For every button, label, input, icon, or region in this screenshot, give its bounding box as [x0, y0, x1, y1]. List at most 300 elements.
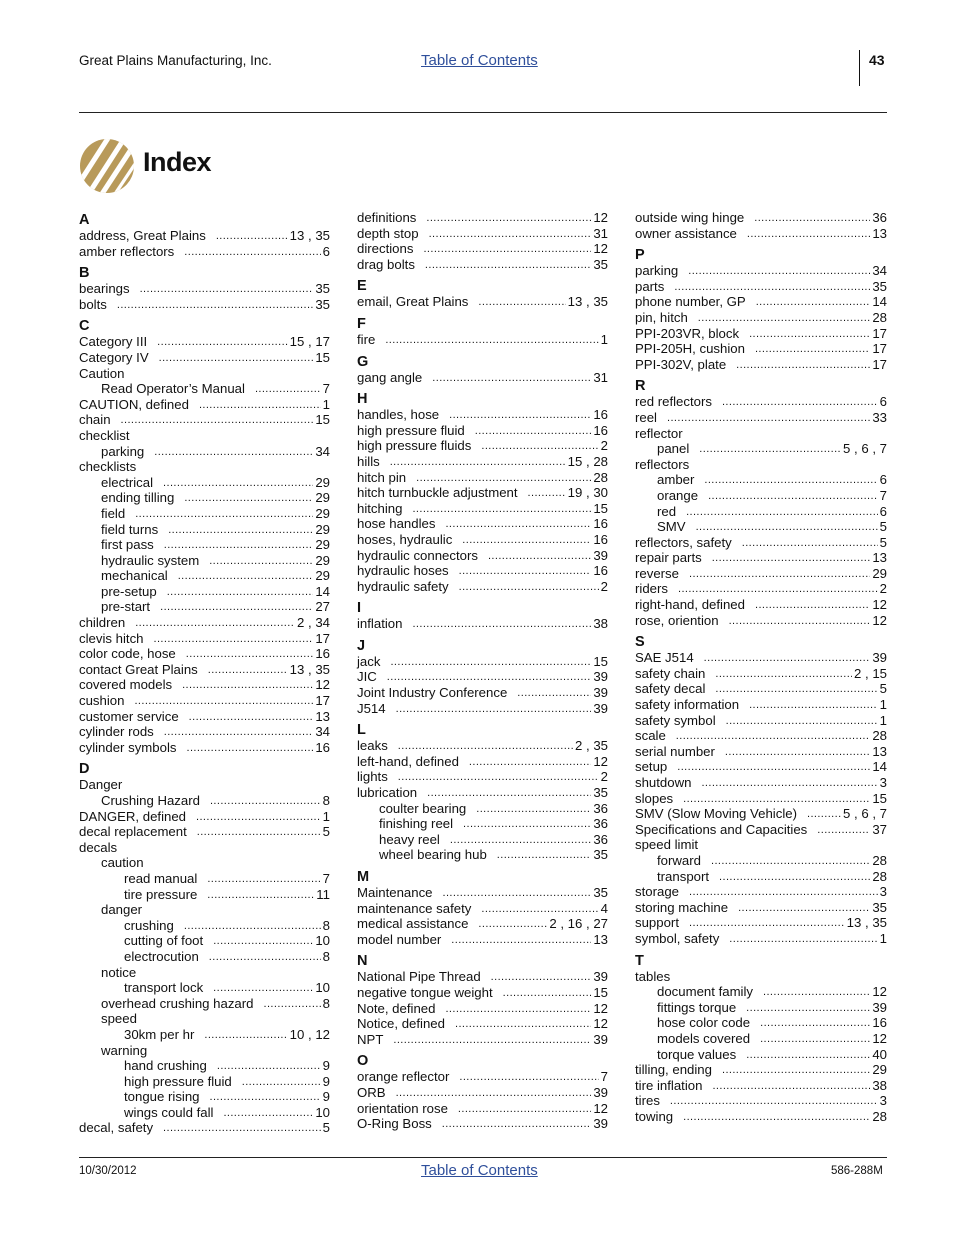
entry-term: hydraulic connectors [357, 547, 478, 563]
entry-page-ref[interactable]: 29 [315, 505, 330, 521]
index-entry[interactable] [357, 654, 608, 670]
index-entry[interactable] [635, 759, 887, 775]
index-entry[interactable] [79, 662, 330, 678]
index-entry[interactable] [635, 279, 887, 295]
index-entry[interactable] [79, 1074, 330, 1090]
index-entry[interactable] [79, 334, 330, 350]
entry-page-ref[interactable]: 7 [600, 1069, 608, 1085]
entry-page-ref[interactable]: 1 [322, 396, 330, 412]
entry-page-ref[interactable]: 6 [322, 243, 330, 259]
index-entry[interactable] [635, 931, 887, 947]
entry-page-ref[interactable]: 12 [872, 612, 887, 628]
index-entry[interactable] [635, 535, 887, 551]
index-entry[interactable] [635, 822, 887, 838]
index-entry[interactable] [635, 226, 887, 242]
index-entry[interactable] [79, 1089, 330, 1105]
entry-page-ref[interactable]: 28 [872, 1108, 887, 1124]
entry-page-ref[interactable]: 15 [315, 349, 330, 365]
entry-term: reel [635, 409, 657, 425]
index-entry[interactable] [635, 472, 887, 488]
index-entry[interactable] [357, 1101, 608, 1117]
entry-page-ref[interactable]: 1 [879, 712, 887, 728]
entry-page-ref[interactable]: 35 [593, 256, 608, 272]
entry-page-ref[interactable]: 36 [593, 831, 608, 847]
entry-page-ref[interactable]: 2 , 34 [297, 615, 330, 631]
index-entry[interactable] [79, 615, 330, 631]
entry-page-ref[interactable]: 39 [593, 700, 608, 716]
index-entry[interactable] [635, 519, 887, 535]
index-entry[interactable] [635, 441, 887, 457]
index-entry[interactable] [79, 793, 330, 809]
entry-page-ref[interactable]: 8 [322, 948, 330, 964]
entry-page-ref[interactable]: 36 [872, 210, 887, 225]
entry-page-ref[interactable]: 13 , 35 [289, 661, 330, 677]
entry-page-ref[interactable]: 29 [315, 537, 330, 553]
index-entry[interactable] [79, 568, 330, 584]
entry-page-ref[interactable]: 10 , 12 [289, 1026, 330, 1042]
index-entry[interactable] [635, 310, 887, 326]
index-entry[interactable] [79, 490, 330, 506]
entry-page-ref[interactable]: 29 [315, 490, 330, 506]
entry-page-ref[interactable]: 16 [872, 1015, 887, 1031]
index-entry[interactable] [635, 915, 887, 931]
entry-page-ref[interactable]: 16 [315, 646, 330, 662]
index-entry[interactable] [635, 294, 887, 310]
index-entry[interactable] [635, 504, 887, 520]
index-entry[interactable] [79, 537, 330, 553]
index-entry[interactable] [357, 257, 608, 273]
entry-term: Specifications and Capacities [635, 821, 808, 837]
entry-page-ref[interactable]: 15 [593, 500, 608, 516]
index-entry[interactable] [79, 584, 330, 600]
entry-page-ref[interactable]: 2 , 15 [854, 665, 887, 681]
dot-leader [475, 424, 592, 436]
index-entry[interactable] [635, 853, 887, 869]
index-entry[interactable] [79, 522, 330, 538]
entry-page-ref[interactable]: 28 [872, 852, 887, 868]
entry-page-ref[interactable]: 13 [315, 708, 330, 724]
entry-page-ref[interactable]: 29 [872, 1062, 887, 1078]
dot-leader [451, 933, 591, 945]
entry-page-ref[interactable]: 5 , 6 , 7 [843, 441, 887, 457]
entry-page-ref[interactable]: 36 [593, 816, 608, 832]
index-entry[interactable] [635, 681, 887, 697]
entry-page-ref[interactable]: 15 [593, 984, 608, 1000]
index-entry[interactable] [357, 226, 608, 242]
entry-page-ref[interactable]: 1 [600, 331, 608, 347]
entry-page-ref[interactable]: 9 [322, 1089, 330, 1105]
index-entry[interactable] [357, 332, 608, 348]
index-entry[interactable] [357, 785, 608, 801]
index-entry[interactable] [79, 1120, 330, 1136]
index-entry[interactable] [79, 228, 330, 244]
index-entry[interactable] [357, 916, 608, 932]
entry-page-ref[interactable]: 11 [316, 886, 330, 902]
index-entry[interactable] [357, 579, 608, 595]
entry-page-ref[interactable]: 34 [315, 443, 330, 459]
index-entry[interactable] [79, 824, 330, 840]
index-entry[interactable] [635, 650, 887, 666]
entry-page-ref[interactable]: 33 [872, 409, 887, 425]
dot-leader [184, 919, 321, 931]
entry-page-ref[interactable]: 4 [600, 900, 608, 916]
index-entry[interactable] [357, 532, 608, 548]
entry-page-ref[interactable]: 2 [600, 578, 608, 594]
index-entry[interactable] [79, 996, 330, 1012]
entry-page-ref[interactable]: 35 [872, 278, 887, 294]
index-entry[interactable] [79, 949, 330, 965]
index-entry[interactable] [357, 685, 608, 701]
index-entry[interactable] [635, 1078, 887, 1094]
entry-page-ref[interactable]: 19 , 30 [567, 485, 608, 501]
entry-page-ref[interactable]: 39 [872, 999, 887, 1015]
index-entry[interactable] [357, 1001, 608, 1017]
index-entry[interactable] [635, 697, 887, 713]
dot-leader [160, 600, 313, 612]
entry-page-ref[interactable]: 28 [872, 728, 887, 744]
entry-term: coulter bearing [379, 800, 467, 816]
index-entry[interactable] [635, 1093, 887, 1109]
index-entry[interactable] [79, 646, 330, 662]
entry-page-ref[interactable]: 10 [315, 1104, 330, 1120]
index-entry[interactable] [635, 666, 887, 682]
entry-page-ref[interactable]: 38 [872, 1077, 887, 1093]
entry-page-ref[interactable]: 3 [879, 775, 887, 790]
index-entry[interactable] [635, 806, 887, 822]
index-entry[interactable] [635, 713, 887, 729]
entry-page-ref[interactable]: 12 [593, 1016, 608, 1032]
index-entry[interactable] [79, 631, 330, 647]
entry-page-ref[interactable]: 15 [872, 790, 887, 806]
index-entry[interactable] [357, 616, 608, 632]
entry-page-ref[interactable]: 37 [872, 821, 887, 837]
entry-page-ref[interactable]: 3 [879, 884, 887, 900]
entry-page-ref[interactable]: 7 [322, 381, 330, 397]
entry-page-ref[interactable]: 17 [872, 356, 887, 372]
index-entry[interactable] [357, 669, 608, 685]
entry-page-ref[interactable]: 5 [879, 681, 887, 697]
index-entry[interactable] [357, 423, 608, 439]
entry-page-ref[interactable]: 35 [593, 785, 608, 801]
entry-page-ref[interactable]: 7 [879, 487, 887, 503]
index-entry[interactable] [635, 775, 887, 791]
entry-page-ref[interactable]: 39 [593, 1084, 608, 1100]
dot-leader [163, 1121, 321, 1133]
index-entry[interactable] [79, 1027, 330, 1043]
entry-page-ref[interactable]: 8 [322, 917, 330, 933]
entry-page-ref[interactable]: 17 [872, 341, 887, 357]
index-entry[interactable] [635, 550, 887, 566]
index-entry[interactable] [635, 394, 887, 410]
index-entry[interactable] [635, 869, 887, 885]
entry-term: lights [357, 769, 388, 785]
entry-page-ref[interactable]: 17 [315, 630, 330, 646]
entry-page-ref[interactable]: 34 [315, 724, 330, 740]
index-entry[interactable] [635, 210, 887, 226]
index-entry[interactable] [635, 357, 887, 373]
index-entry[interactable] [357, 1116, 608, 1132]
index-entry[interactable] [635, 597, 887, 613]
index-entry[interactable] [79, 980, 330, 996]
index-entry[interactable] [357, 969, 608, 985]
index-entry[interactable] [357, 1069, 608, 1085]
entry-page-ref[interactable]: 35 [872, 899, 887, 915]
index-entry[interactable] [635, 1015, 887, 1031]
entry-page-ref[interactable]: 6 [879, 503, 887, 519]
entry-page-ref[interactable]: 5 [322, 824, 330, 840]
entry-page-ref[interactable]: 39 [593, 669, 608, 685]
entry-page-ref[interactable]: 14 [872, 759, 887, 775]
entry-term: 30km per hr [124, 1026, 195, 1042]
entry-page-ref[interactable]: 12 [593, 210, 608, 225]
entry-page-ref[interactable]: 35 [315, 281, 330, 297]
entry-page-ref[interactable]: 12 [593, 241, 608, 257]
index-entry[interactable] [79, 871, 330, 887]
index-entry[interactable] [635, 566, 887, 582]
index-entry[interactable] [79, 809, 330, 825]
entry-page-ref[interactable]: 15 , 17 [289, 334, 330, 350]
entry-page-ref[interactable]: 7 [322, 870, 330, 886]
index-entry[interactable] [357, 801, 608, 817]
dot-leader [398, 739, 573, 751]
entry-page-ref[interactable]: 10 [315, 933, 330, 949]
entry-page-ref[interactable]: 2 , 35 [575, 738, 608, 754]
index-entry[interactable] [357, 754, 608, 770]
entry-page-ref[interactable]: 14 [315, 583, 330, 599]
index-entry[interactable] [357, 241, 608, 257]
entry-page-ref[interactable]: 39 [872, 650, 887, 666]
index-entry[interactable] [79, 724, 330, 740]
index-entry[interactable] [357, 563, 608, 579]
entry-page-ref[interactable]: 17 [315, 693, 330, 709]
index-column-2 [357, 210, 608, 1132]
entry-page-ref[interactable]: 17 [872, 325, 887, 341]
index-entry[interactable] [357, 885, 608, 901]
entry-page-ref[interactable]: 12 [872, 984, 887, 1000]
entry-page-ref[interactable]: 31 [593, 225, 608, 241]
entry-page-ref[interactable]: 13 , 35 [567, 294, 608, 310]
index-entry[interactable] [635, 1000, 887, 1016]
entry-page-ref[interactable]: 16 [593, 563, 608, 579]
index-entry[interactable] [79, 475, 330, 491]
entry-page-ref[interactable]: 36 [593, 800, 608, 816]
entry-page-ref[interactable]: 38 [593, 616, 608, 632]
index-entry[interactable] [357, 816, 608, 832]
index-entry[interactable] [635, 410, 887, 426]
index-entry[interactable] [79, 933, 330, 949]
entry-page-ref[interactable]: 39 [593, 969, 608, 985]
entry-page-ref[interactable]: 12 [872, 1030, 887, 1046]
entry-page-ref[interactable]: 8 [322, 793, 330, 808]
index-entry[interactable] [79, 740, 330, 756]
index-entry[interactable] [635, 326, 887, 342]
index-entry[interactable] [357, 294, 608, 310]
index-entry[interactable] [79, 693, 330, 709]
index-entry[interactable] [79, 506, 330, 522]
dot-leader [722, 1063, 870, 1075]
index-entry[interactable] [79, 350, 330, 366]
entry-page-ref[interactable]: 1 [879, 697, 887, 713]
index-entry[interactable] [79, 599, 330, 615]
index-entry[interactable] [357, 1085, 608, 1101]
entry-term: PPI-205H, cushion [635, 341, 745, 357]
index-entry[interactable] [357, 516, 608, 532]
index-entry[interactable] [357, 485, 608, 501]
index-entry[interactable] [79, 918, 330, 934]
entry-page-ref[interactable]: 29 [872, 565, 887, 581]
index-entry[interactable] [357, 985, 608, 1001]
entry-page-ref[interactable]: 13 [872, 225, 887, 241]
entry-page-ref[interactable]: 27 [315, 599, 330, 615]
index-entry[interactable] [357, 548, 608, 564]
entry-page-ref[interactable]: 12 [315, 677, 330, 693]
index-entry[interactable] [357, 832, 608, 848]
entry-page-ref[interactable]: 35 [315, 296, 330, 312]
entry-page-ref[interactable]: 39 [593, 685, 608, 701]
index-entry[interactable] [635, 341, 887, 357]
index-entry[interactable] [635, 984, 887, 1000]
index-entry[interactable] [635, 488, 887, 504]
entry-term: checklists [79, 459, 137, 475]
entry-page-ref[interactable]: 34 [872, 263, 887, 279]
index-entry[interactable] [357, 470, 608, 486]
index-entry[interactable] [79, 397, 330, 413]
index-entry[interactable] [79, 381, 330, 397]
index-entry[interactable] [635, 728, 887, 744]
index-entry[interactable] [357, 454, 608, 470]
index-entry[interactable] [357, 1032, 608, 1048]
entry-page-ref[interactable]: 2 [879, 581, 887, 597]
entry-page-ref[interactable]: 2 [600, 438, 608, 454]
entry-page-ref[interactable]: 6 [879, 472, 887, 488]
toc-link-bottom[interactable]: Table of Contents [421, 1162, 538, 1179]
entry-page-ref[interactable]: 31 [593, 369, 608, 385]
index-entry[interactable] [79, 887, 330, 903]
entry-page-ref[interactable]: 40 [872, 1046, 887, 1062]
entry-page-ref[interactable]: 13 , 35 [289, 228, 330, 243]
entry-page-ref[interactable]: 12 [593, 1100, 608, 1116]
index-entry[interactable] [357, 210, 608, 226]
index-entry[interactable] [635, 791, 887, 807]
index-entry[interactable] [635, 263, 887, 279]
index-group-heading [79, 1043, 330, 1059]
entry-term: customer service [79, 708, 179, 724]
entry-page-ref[interactable]: 15 [315, 412, 330, 428]
entry-page-ref[interactable]: 15 , 28 [567, 453, 608, 469]
entry-page-ref[interactable]: 16 [315, 739, 330, 755]
index-entry[interactable] [79, 709, 330, 725]
entry-page-ref[interactable]: 1 [322, 808, 330, 824]
index-entry[interactable] [357, 847, 608, 863]
index-entry[interactable] [357, 738, 608, 754]
entry-page-ref[interactable]: 14 [872, 294, 887, 310]
entry-term: drag bolts [357, 256, 415, 272]
entry-page-ref[interactable]: 35 [593, 847, 608, 863]
entry-page-ref[interactable]: 16 [593, 407, 608, 423]
entry-page-ref[interactable]: 16 [593, 531, 608, 547]
entry-page-ref[interactable]: 12 [593, 753, 608, 769]
entry-page-ref[interactable]: 6 [879, 394, 887, 410]
entry-page-ref[interactable]: 28 [872, 309, 887, 325]
entry-page-ref[interactable]: 39 [593, 1116, 608, 1132]
entry-page-ref[interactable]: 8 [322, 995, 330, 1011]
entry-page-ref[interactable]: 16 [593, 516, 608, 532]
index-entry[interactable] [635, 884, 887, 900]
entry-page-ref[interactable]: 12 [593, 1000, 608, 1016]
index-entry[interactable] [635, 613, 887, 629]
index-entry[interactable] [635, 1109, 887, 1125]
entry-term: Danger [79, 777, 123, 793]
index-entry[interactable] [79, 297, 330, 313]
entry-page-ref[interactable]: 1 [879, 930, 887, 946]
entry-page-ref[interactable]: 35 [593, 885, 608, 900]
index-entry[interactable] [357, 932, 608, 948]
index-entry[interactable] [79, 281, 330, 297]
entry-page-ref[interactable]: 39 [593, 547, 608, 563]
index-entry[interactable] [357, 370, 608, 386]
index-entry[interactable] [357, 701, 608, 717]
entry-page-ref[interactable]: 10 [315, 980, 330, 996]
entry-page-ref[interactable]: 39 [593, 1031, 608, 1047]
entry-page-ref[interactable]: 13 [593, 931, 608, 947]
index-entry[interactable] [357, 501, 608, 517]
entry-page-ref[interactable]: 2 , 16 , 27 [549, 916, 608, 932]
index-entry[interactable] [357, 407, 608, 423]
index-entry[interactable] [79, 1105, 330, 1121]
index-entry[interactable] [635, 1031, 887, 1047]
entry-page-ref[interactable]: 13 , 35 [846, 915, 887, 931]
entry-page-ref[interactable]: 5 [322, 1120, 330, 1136]
entry-page-ref[interactable]: 28 [593, 469, 608, 485]
index-entry[interactable] [357, 1016, 608, 1032]
entry-page-ref[interactable]: 5 , 6 , 7 [843, 806, 887, 822]
entry-page-ref[interactable]: 9 [322, 1073, 330, 1089]
toc-link-top[interactable]: Table of Contents [421, 52, 538, 69]
entry-page-ref[interactable]: 5 [879, 519, 887, 535]
entry-page-ref[interactable]: 13 [872, 743, 887, 759]
entry-page-ref[interactable]: 13 [872, 550, 887, 566]
entry-page-ref[interactable]: 16 [593, 422, 608, 438]
entry-page-ref[interactable]: 9 [322, 1058, 330, 1074]
entry-page-ref[interactable]: 29 [315, 568, 330, 584]
index-entry[interactable] [79, 677, 330, 693]
entry-page-ref[interactable]: 28 [872, 868, 887, 884]
index-entry[interactable] [635, 1062, 887, 1078]
entry-page-ref[interactable]: 29 [315, 521, 330, 537]
index-entry[interactable] [635, 581, 887, 597]
entry-page-ref[interactable]: 29 [315, 474, 330, 490]
entry-page-ref[interactable]: 15 [593, 653, 608, 669]
index-entry[interactable] [79, 244, 330, 260]
index-entry[interactable] [79, 444, 330, 460]
index-entry[interactable] [79, 553, 330, 569]
index-entry[interactable] [357, 901, 608, 917]
entry-page-ref[interactable]: 3 [879, 1093, 887, 1109]
index-entry[interactable] [635, 900, 887, 916]
index-entry[interactable] [357, 769, 608, 785]
index-entry[interactable] [635, 1047, 887, 1063]
entry-term: caution [101, 855, 144, 871]
index-entry[interactable] [79, 412, 330, 428]
index-entry[interactable] [635, 744, 887, 760]
entry-page-ref[interactable]: 12 [872, 597, 887, 613]
entry-page-ref[interactable]: 29 [315, 552, 330, 568]
index-entry[interactable] [357, 438, 608, 454]
index-entry[interactable] [79, 1058, 330, 1074]
entry-term: DANGER, defined [79, 808, 187, 824]
entry-page-ref[interactable]: 5 [879, 534, 887, 550]
entry-page-ref[interactable]: 2 [600, 769, 608, 785]
